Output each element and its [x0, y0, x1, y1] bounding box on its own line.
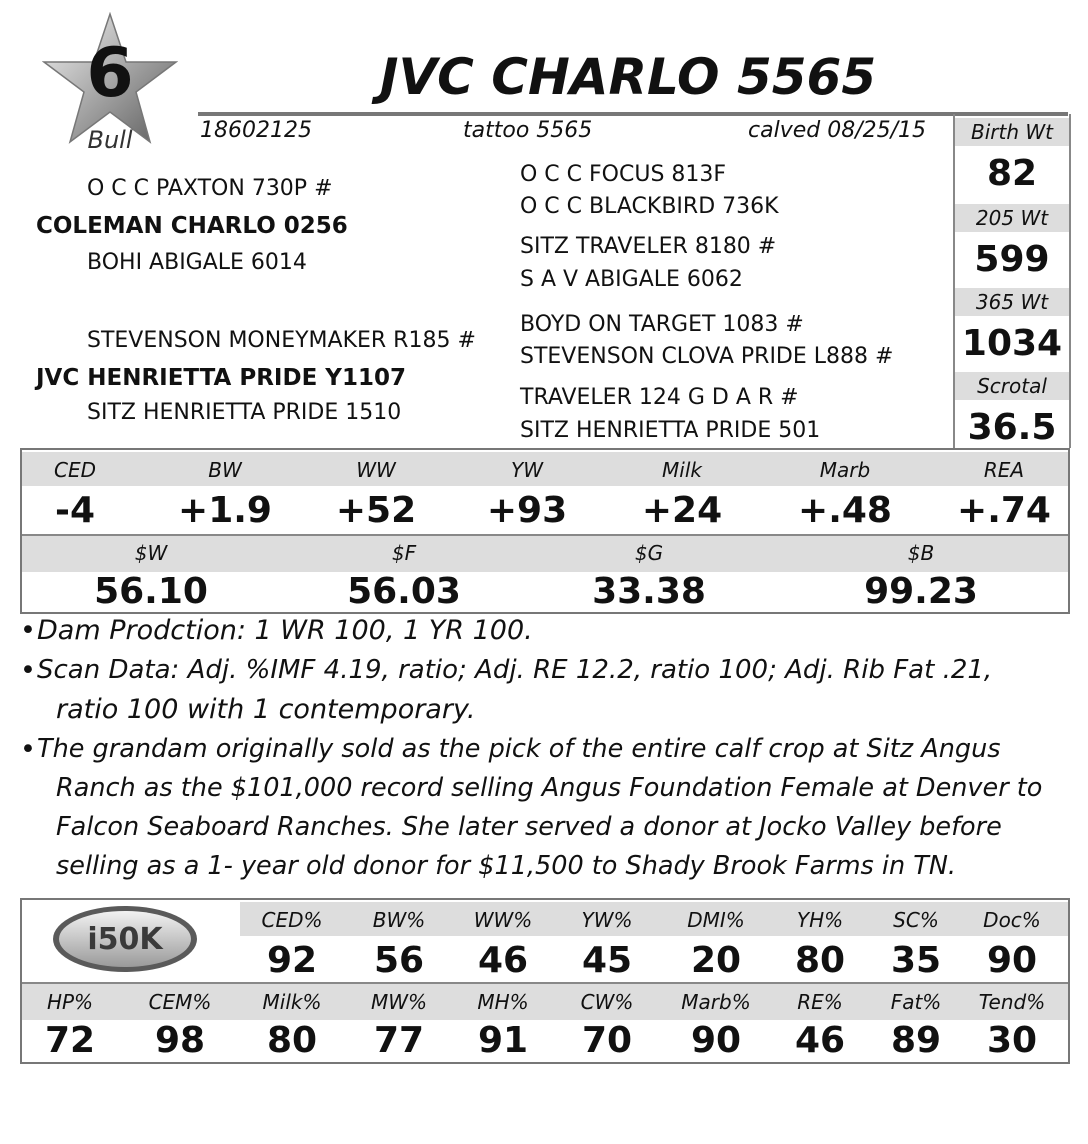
- note-grandam-line2: Ranch as the $101,000 record selling Angus Foundation Female at Denver to: [56, 773, 1043, 803]
- weight-value-scrotal: 36.5: [967, 407, 1057, 448]
- genomic-value-doc: 90: [986, 940, 1038, 981]
- genomic-value-mw: 77: [373, 1020, 425, 1061]
- calved-date: calved 08/25/15: [748, 118, 927, 143]
- pedigree-dam-dam: SITZ HENRIETTA PRIDE 1510: [87, 400, 402, 425]
- genomic-label-mh: MH%: [477, 990, 529, 1014]
- epd-value-bw: +1.9: [178, 490, 272, 531]
- index-value-g: 33.38: [592, 571, 706, 612]
- genomic-label-yw: YW%: [581, 908, 633, 932]
- genomic-label-milk: Milk%: [262, 990, 322, 1014]
- genomic-value-dmi: 20: [690, 940, 742, 981]
- genomic-label-yh: YH%: [796, 908, 844, 932]
- pedigree-sd-sire: SITZ TRAVELER 8180 #: [520, 234, 777, 259]
- genomic-value-mh: 91: [477, 1020, 529, 1061]
- genomic-label-cw: CW%: [580, 990, 634, 1014]
- pedigree-dam: JVC HENRIETTA PRIDE Y1107: [36, 365, 406, 391]
- lot-type: Bull: [87, 126, 133, 154]
- genomic-label-fat: Fat%: [890, 990, 942, 1014]
- epd-value-ww: +52: [335, 490, 417, 531]
- weight-label-365: 365 Wt: [955, 288, 1069, 316]
- genomic-label-dmi: DMI%: [687, 908, 745, 932]
- epd-value-ced: -4: [55, 490, 95, 531]
- lot-number: 6: [86, 34, 134, 113]
- genomic-value-bw: 56: [373, 940, 425, 981]
- tattoo: tattoo 5565: [463, 118, 593, 143]
- index-label-g: $G: [634, 541, 664, 565]
- genomic-label-ced: CED%: [261, 908, 323, 932]
- epd-value-yw: +93: [486, 490, 568, 531]
- weight-value-205: 599: [974, 239, 1050, 280]
- note-bullet: •: [20, 734, 36, 765]
- epd-value-milk: +24: [641, 490, 723, 531]
- pedigree-sire-dam: BOHI ABIGALE 6014: [87, 250, 307, 275]
- genomic-label-cem: CEM%: [148, 990, 212, 1014]
- weights-column: [953, 114, 1071, 448]
- epd-value-rea: +.74: [957, 490, 1051, 531]
- epd-label-bw: BW: [208, 458, 242, 482]
- epd-label-yw: YW: [511, 458, 543, 482]
- index-label-b: $B: [907, 541, 935, 565]
- epd-label-ced: CED: [53, 458, 96, 482]
- genomic-value-marb: 90: [690, 1020, 742, 1061]
- note-dam-production: Dam Prodction: 1 WR 100, 1 YR 100.: [37, 615, 533, 646]
- genomic-value-tend: 30: [986, 1020, 1038, 1061]
- i50k-logo: [50, 903, 200, 975]
- weight-label-scrotal: Scrotal: [955, 372, 1069, 400]
- genomic-label-hp: HP%: [46, 990, 94, 1014]
- index-value-w: 56.10: [94, 571, 208, 612]
- genomic-label-marb: Marb%: [681, 990, 751, 1014]
- weight-value-365: 1034: [961, 323, 1063, 364]
- genomic-value-ced: 92: [266, 940, 318, 981]
- note-scan-data: Scan Data: Adj. %IMF 4.19, ratio; Adj. RE 12.2, ratio 100; Adj. Rib Fat .21,: [37, 655, 993, 685]
- index-value-f: 56.03: [347, 571, 461, 612]
- genomic-value-yh: 80: [794, 940, 846, 981]
- pedigree-dd-dam: SITZ HENRIETTA PRIDE 501: [520, 418, 821, 443]
- genomic-label-mw: MW%: [370, 990, 428, 1014]
- note-bullet: •: [20, 615, 36, 646]
- index-label-w: $W: [134, 541, 168, 565]
- pedigree-ds-dam: STEVENSON CLOVA PRIDE L888 #: [520, 344, 894, 369]
- genomic-label-doc: Doc%: [983, 908, 1041, 932]
- note-grandam: The grandam originally sold as the pick of the entire calf crop at Sitz Angus: [37, 734, 1001, 764]
- pedigree-ss-sire: O C C FOCUS 813F: [520, 162, 727, 187]
- genomic-value-sc: 35: [890, 940, 942, 981]
- genomic-value-yw: 45: [581, 940, 633, 981]
- weight-label-205: 205 Wt: [955, 204, 1069, 232]
- epd-value-marb: +.48: [798, 490, 892, 531]
- index-label-f: $F: [391, 541, 417, 565]
- genomic-label-tend: Tend%: [978, 990, 1046, 1014]
- genomic-value-cem: 98: [154, 1020, 206, 1061]
- genomic-label-sc: SC%: [893, 908, 939, 932]
- genomic-value-re: 46: [794, 1020, 846, 1061]
- genomic-label-re: RE%: [797, 990, 843, 1014]
- pedigree-ds-sire: BOYD ON TARGET 1083 #: [520, 312, 804, 337]
- weight-label-birth: Birth Wt: [955, 118, 1069, 146]
- epd-label-ww: WW: [356, 458, 396, 482]
- genomic-value-fat: 89: [890, 1020, 942, 1061]
- pedigree-sire-sire: O C C PAXTON 730P #: [87, 176, 333, 201]
- weight-value-birth: 82: [986, 153, 1038, 194]
- pedigree-sd-dam: S A V ABIGALE 6062: [520, 267, 743, 292]
- genomic-label-bw: BW%: [372, 908, 426, 932]
- genomic-value-cw: 70: [581, 1020, 633, 1061]
- note-grandam-line3: Falcon Seaboard Ranches. She later served a donor at Jocko Valley before: [56, 812, 1002, 842]
- registration-number: 18602125: [200, 118, 312, 143]
- animal-name: JVC CHARLO 5565: [379, 48, 877, 106]
- logo-text: i50K: [87, 922, 163, 957]
- genomic-value-milk: 80: [266, 1020, 318, 1061]
- genomic-value-ww: 46: [477, 940, 529, 981]
- epd-box: [20, 448, 1070, 614]
- genomic-value-hp: 72: [44, 1020, 96, 1061]
- index-value-b: 99.23: [864, 571, 978, 612]
- note-bullet: •: [20, 655, 36, 686]
- epd-label-milk: Milk: [662, 458, 702, 482]
- epd-label-marb: Marb: [819, 458, 871, 482]
- genomic-label-ww: WW%: [473, 908, 533, 932]
- pedigree-dam-sire: STEVENSON MONEYMAKER R185 #: [87, 328, 476, 353]
- note-scan-data-cont: ratio 100 with 1 contemporary.: [56, 694, 476, 725]
- pedigree-sire: COLEMAN CHARLO 0256: [36, 213, 348, 239]
- pedigree-ss-dam: O C C BLACKBIRD 736K: [520, 194, 779, 219]
- note-grandam-line4: selling as a 1- year old donor for $11,500 to Shady Brook Farms in TN.: [56, 851, 957, 881]
- pedigree-dd-sire: TRAVELER 124 G D A R #: [520, 385, 799, 410]
- title-rule: [198, 112, 1068, 116]
- epd-label-rea: REA: [983, 458, 1025, 482]
